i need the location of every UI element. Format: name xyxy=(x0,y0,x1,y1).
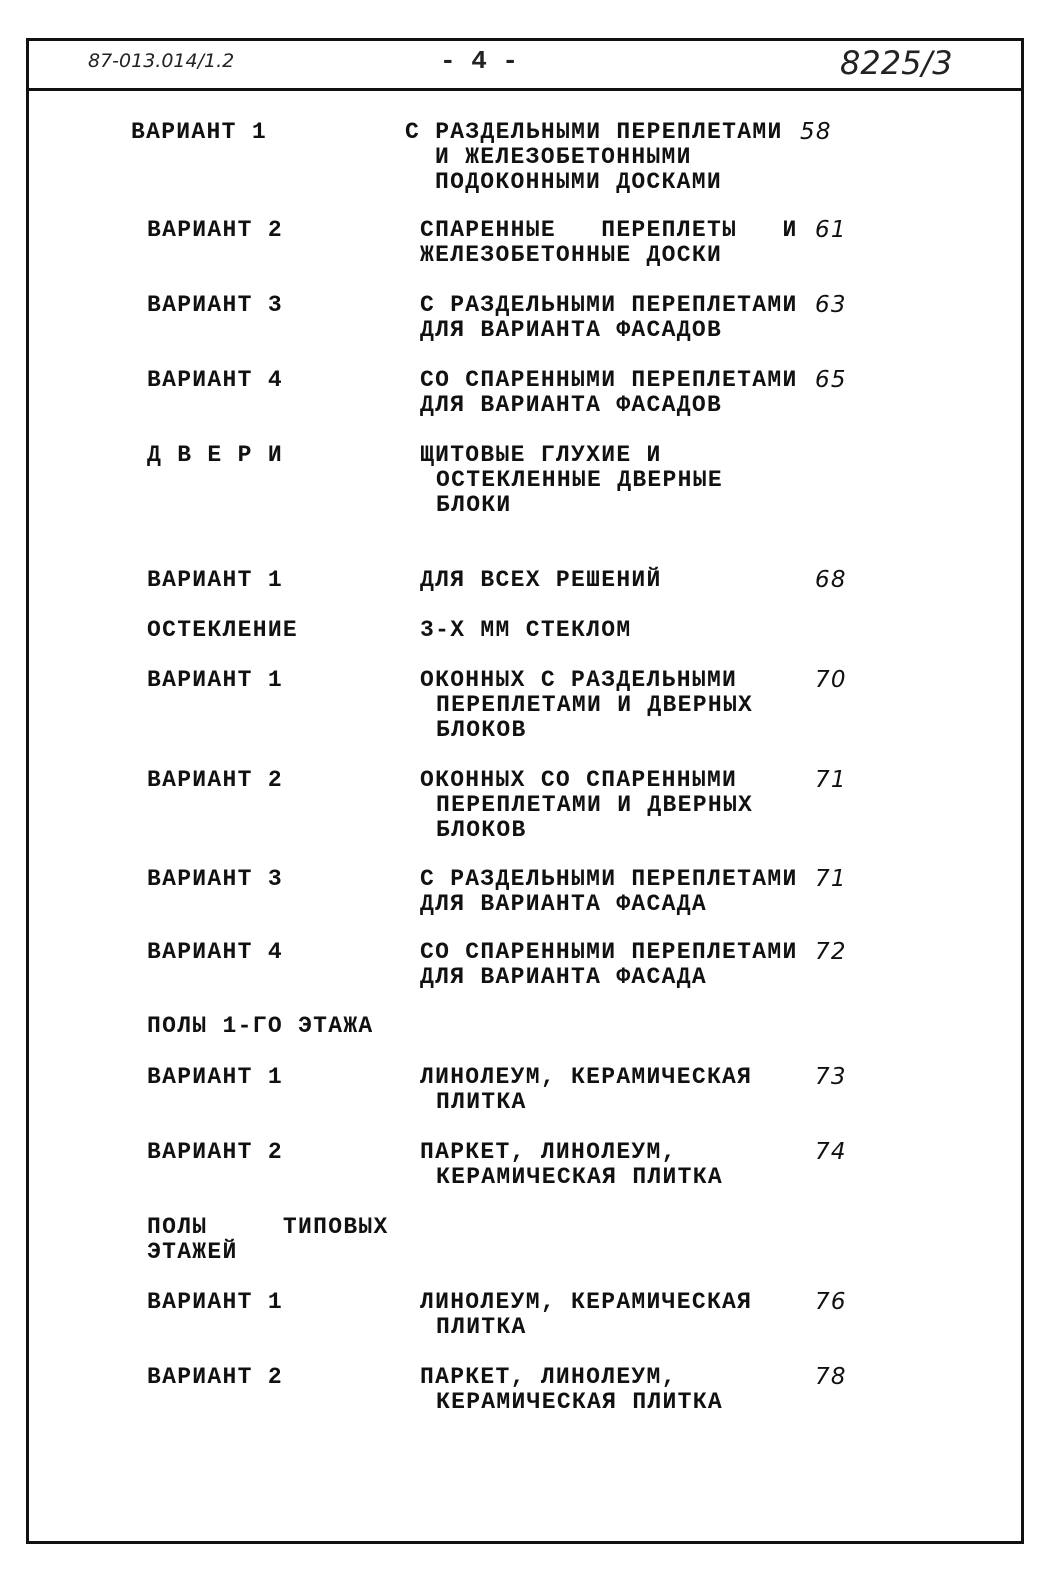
row-page-number: 65 xyxy=(815,367,847,393)
row-description xyxy=(420,618,631,643)
description-line: ДЛЯ ВАРИАНТА ФАСАДА xyxy=(420,964,707,990)
row-page-number: 61 xyxy=(815,217,847,243)
description-line: БЛОКИ xyxy=(436,492,512,518)
row-label: ВАРИАНТ 1 xyxy=(131,119,267,145)
row-page-number: 71 xyxy=(815,767,847,793)
description-line: СО СПАРЕННЫМИ ПЕРЕПЛЕТАМИ xyxy=(420,939,798,965)
row-label: ВАРИАНТ 4 xyxy=(147,939,283,965)
description-line: 3-Х ММ СТЕКЛОМ xyxy=(420,617,632,643)
row-description xyxy=(420,1065,752,1115)
row-label: ВАРИАНТ 2 xyxy=(147,767,283,793)
description-line: СПАРЕННЫЕ ПЕРЕПЛЕТЫ И xyxy=(420,217,798,243)
row-description xyxy=(420,443,723,518)
row-description xyxy=(420,940,798,990)
row-page-number: 68 xyxy=(815,567,847,593)
description-line: КЕРАМИЧЕСКАЯ ПЛИТКА xyxy=(436,1164,723,1190)
row-label: ВАРИАНТ 1 xyxy=(147,567,283,593)
row-label: ВАРИАНТ 1 xyxy=(147,1064,283,1090)
row-description xyxy=(420,668,753,743)
description-line: С РАЗДЕЛЬНЫМИ ПЕРЕПЛЕТАМИ xyxy=(405,119,783,145)
row-page-number: 78 xyxy=(815,1364,847,1390)
row-description xyxy=(420,867,798,917)
row-label: ВАРИАНТ 4 xyxy=(147,367,283,393)
description-line: ПЛИТКА xyxy=(436,1314,527,1340)
description-line: ДЛЯ ВАРИАНТА ФАСАДА xyxy=(420,891,707,917)
row-label: ВАРИАНТ 2 xyxy=(147,217,283,243)
row-page-number: 71 xyxy=(815,866,847,892)
row-description xyxy=(420,568,662,593)
description-line: ОКОННЫХ С РАЗДЕЛЬНЫМИ xyxy=(420,667,738,693)
description-line: БЛОКОВ xyxy=(436,817,527,843)
description-line: БЛОКОВ xyxy=(436,717,527,743)
description-line: И ЖЕЛЕЗОБЕТОННЫМИ xyxy=(435,144,692,170)
description-line: ПЛИТКА xyxy=(436,1089,527,1115)
row-page-number: 70 xyxy=(815,667,847,693)
row-page-number: 73 xyxy=(815,1064,847,1090)
row-label: ВАРИАНТ 1 xyxy=(147,1289,283,1315)
row-label: ОСТЕКЛЕНИЕ xyxy=(147,617,299,643)
description-line: ДЛЯ ВСЕХ РЕШЕНИЙ xyxy=(420,567,662,593)
row-description xyxy=(420,1290,752,1340)
row-page-number: 76 xyxy=(815,1289,847,1315)
description-line: ПАРКЕТ, ЛИНОЛЕУМ, xyxy=(420,1139,677,1165)
description-line: ЛИНОЛЕУМ, КЕРАМИЧЕСКАЯ xyxy=(420,1289,753,1315)
description-line: ПАРКЕТ, ЛИНОЛЕУМ, xyxy=(420,1364,677,1390)
description-line: С РАЗДЕЛЬНЫМИ ПЕРЕПЛЕТАМИ xyxy=(420,866,798,892)
row-label: ВАРИАНТ 2 xyxy=(147,1364,283,1390)
row-page-number: 72 xyxy=(815,939,847,965)
description-line: ЖЕЛЕЗОБЕТОННЫЕ ДОСКИ xyxy=(420,242,723,268)
row-description xyxy=(420,218,798,268)
row-page-number: 58 xyxy=(800,119,832,145)
description-line: ПЕРЕПЛЕТАМИ И ДВЕРНЫХ xyxy=(436,692,754,718)
row-label: ПОЛЫ ТИПОВЫХ ЭТАЖЕЙ xyxy=(147,1214,389,1265)
row-label: ВАРИАНТ 1 xyxy=(147,667,283,693)
row-description xyxy=(420,1365,723,1415)
description-line: ОКОННЫХ СО СПАРЕННЫМИ xyxy=(420,767,738,793)
row-description xyxy=(420,1140,723,1190)
row-label: ВАРИАНТ 2 xyxy=(147,1139,283,1165)
description-line: ПЕРЕПЛЕТАМИ И ДВЕРНЫХ xyxy=(436,792,754,818)
header-divider xyxy=(26,88,1021,91)
description-line: КЕРАМИЧЕСКАЯ ПЛИТКА xyxy=(436,1389,723,1415)
description-line: С РАЗДЕЛЬНЫМИ ПЕРЕПЛЕТАМИ xyxy=(420,292,798,318)
description-line: ДЛЯ ВАРИАНТА ФАСАДОВ xyxy=(420,317,723,343)
row-page-number: 63 xyxy=(815,292,847,318)
row-description xyxy=(405,120,783,195)
row-label: ВАРИАНТ 3 xyxy=(147,866,283,892)
description-line: ОСТЕКЛЕННЫЕ ДВЕРНЫЕ xyxy=(436,467,723,493)
inventory-number: 8225/3 xyxy=(840,44,953,82)
description-line: ПОДОКОННЫМИ ДОСКАМИ xyxy=(435,169,722,195)
row-description xyxy=(420,768,753,843)
description-line: ДЛЯ ВАРИАНТА ФАСАДОВ xyxy=(420,392,723,418)
description-line: ЛИНОЛЕУМ, КЕРАМИЧЕСКАЯ xyxy=(420,1064,753,1090)
row-label: ВАРИАНТ 3 xyxy=(147,292,283,318)
row-label: ПОЛЫ 1-ГО ЭТАЖА xyxy=(147,1013,374,1039)
description-line: СО СПАРЕННЫМИ ПЕРЕПЛЕТАМИ xyxy=(420,367,798,393)
page-number: - 4 - xyxy=(440,46,519,76)
row-description xyxy=(420,368,798,418)
row-description xyxy=(420,293,798,343)
row-label: Д В Е Р И xyxy=(147,442,283,468)
description-line: ЩИТОВЫЕ ГЛУХИЕ И xyxy=(420,442,662,468)
document-code: 87-013.014/1.2 xyxy=(88,50,235,72)
row-page-number: 74 xyxy=(815,1139,847,1165)
